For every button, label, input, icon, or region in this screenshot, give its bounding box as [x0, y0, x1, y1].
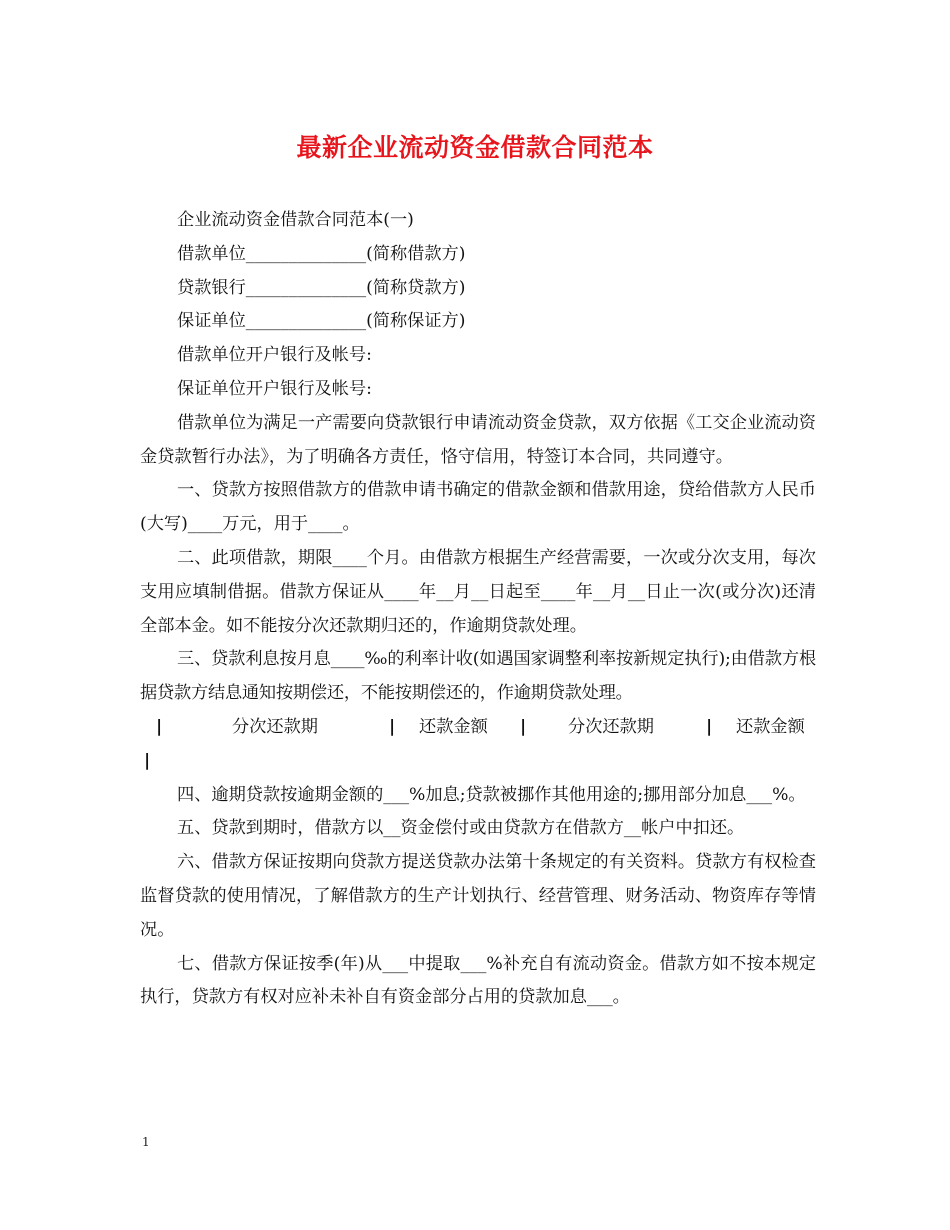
- clause-3: 三、贷款利息按月息____‰的利率计收(如遇国家调整利率按新规定执行);由借款方根据贷款方结息通知按期偿还，不能按期偿还的，作逾期贷款处理。: [140, 649, 816, 704]
- clause-7: 七、借款方保证按季(年)从___中提取___%补充自有流动资金。借款方如不按本规定执行，贷款方有权对应补未补自有资金部分占用的贷款加息___。: [140, 953, 816, 1008]
- table-header-amount-2: 还款金额: [736, 716, 805, 737]
- table-header-installment-2: 分次还款期: [568, 716, 654, 737]
- guarantor-bank-line: 保证单位开户银行及帐号:: [177, 378, 372, 399]
- clause-6: 六、借款方保证按期向贷款方提送贷款办法第十条规定的有关资料。贷款方有权检查监督贷款的使用情况，了解借款方的生产计划执行、经营管理、财务活动、物资库存等情况。: [140, 852, 816, 940]
- borrower-bank-line: 借款单位开户银行及帐号:: [177, 345, 372, 366]
- table-header-installment-1: 分次还款期: [232, 716, 318, 737]
- document-title: 最新企业流动资金借款合同范本: [296, 133, 654, 162]
- clause-5: 五、贷款到期时，借款方以__资金偿付或由贷款方在借款方__帐户中扣还。: [177, 818, 745, 839]
- clause-1: 一、贷款方按照借款方的借款申请书确定的借款金额和借款用途，贷给借款方人民币(大写)____万元，用于____。: [140, 480, 816, 535]
- table-header-amount-1: 还款金额: [419, 716, 488, 737]
- document-body: [140, 204, 816, 1015]
- preamble-paragraph: 借款单位为满足一产需要向贷款银行申请流动资金贷款，双方依据《工交企业流动资金贷款暂行办法》，为了明确各方责任，恪守信用，特签订本合同，共同遵守。: [140, 412, 816, 467]
- lender-line: 贷款银行______________(简称贷款方): [177, 277, 466, 298]
- repayment-table-row: [140, 711, 816, 779]
- table-separator: |: [520, 716, 527, 737]
- page-number: 1: [142, 1135, 150, 1149]
- table-separator: |: [706, 716, 713, 737]
- table-separator: |: [144, 750, 151, 771]
- clause-4: 四、逾期贷款按逾期金额的___%加息;贷款被挪作其他用途的;挪用部分加息___%。: [177, 784, 806, 805]
- guarantor-line: 保证单位______________(简称保证方): [177, 311, 466, 332]
- table-separator: |: [156, 716, 163, 737]
- table-separator: |: [389, 716, 396, 737]
- contract-subtitle: 企业流动资金借款合同范本(一): [177, 210, 414, 230]
- borrower-line: 借款单位______________(简称借款方): [177, 243, 466, 264]
- clause-2: 二、此项借款，期限____个月。由借款方根据生产经营需要，一次或分次支用，每次支用应填制借据。借款方保证从____年__月__日起至____年__月__日止一次(或分次)还清全部本金。如不能按分次还款期归还的，作逾期贷款处理。: [140, 547, 816, 636]
